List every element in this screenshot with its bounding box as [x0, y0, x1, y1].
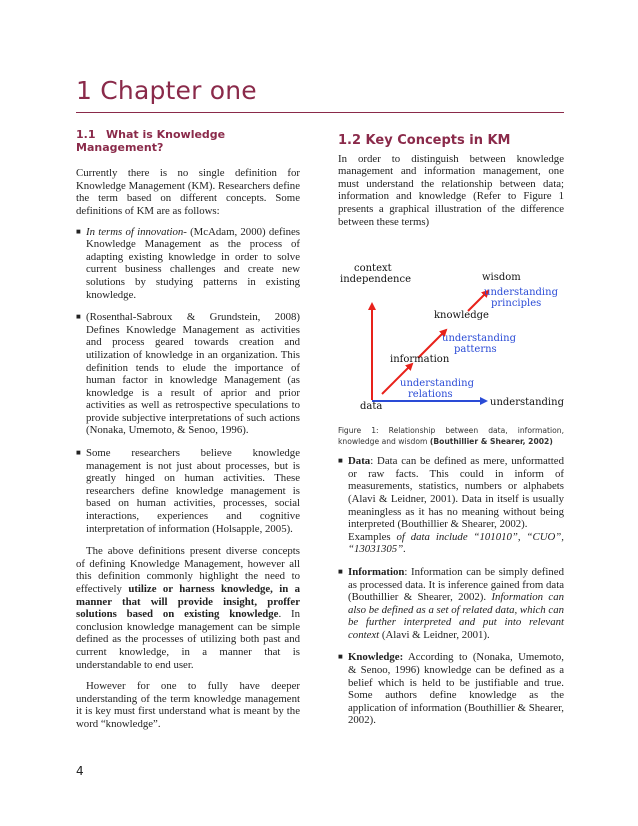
knowledge-label: knowledge — [434, 310, 489, 322]
independence-label: independence — [340, 274, 411, 286]
key-concepts-intro: In order to distinguish between knowledge management and information management, one must understand the relationship between data; information and knowledge (Refer to Figure 1 presents a graphical illustration of the difference between these terms) — [338, 152, 564, 228]
concept-item-knowledge — [338, 651, 564, 727]
concept-example-label: Examples — [348, 530, 397, 543]
data-label: data — [360, 401, 383, 411]
definition-text: Some researchers believe knowledge management is not just about processes, but is greatly hinged on human activities. These researchers define knowledge management is based on human activities, processes, social interactions, experiences and cognitive interpretation of information (Holsapple, 2005). — [86, 447, 300, 535]
bullet-square-icon: ■ — [76, 312, 81, 322]
left-column — [76, 126, 300, 731]
understanding-relations-label-2: relations — [408, 389, 453, 401]
context-label: context — [354, 263, 392, 275]
bullet-square-icon: ■ — [338, 456, 343, 466]
knowledge-paragraph: However for one to fully have deeper understanding of the term knowledge management it is key must first understand what is meant by the word “knowledge”. — [76, 680, 300, 730]
caption-text: Figure 1: Relationship between data, information, knowledge and wisdom — [338, 426, 564, 446]
summary-paragraph — [76, 545, 300, 671]
section-number: 1.1 — [76, 128, 96, 141]
bullet-square-icon: ■ — [76, 226, 81, 236]
concept-term: Knowledge: — [348, 651, 404, 664]
caption-citation: (Bouthillier & Shearer, 2002) — [429, 436, 553, 446]
wisdom-label: wisdom — [482, 272, 521, 284]
definition-item — [76, 311, 300, 437]
section-heading-1-2: 1.2 Key Concepts in KM — [338, 133, 511, 148]
right-column — [338, 126, 564, 737]
concept-text: : Information can be simply defined as processed data. It is inference gained from data (Bouthillier & Shearer, 2002). — [348, 565, 564, 604]
page-number: 4 — [76, 764, 84, 778]
understanding-axis-label: understanding — [490, 397, 564, 409]
definition-text: (Rosenthal-Sabroux & Grundstein, 2008) Defines Knowledge Management as activities and process geared towards creation and utilization of knowledge in an organization. This definition tends to elude the importance of human factor in knowledge Management (as knowledge is a result of aprior and prior activities as well as retrospective speculations to provide subjective interpretations of such actions (Nonaka, Umemoto, & Senoo, 1996). — [86, 311, 300, 437]
title-rule — [76, 112, 564, 113]
bullet-square-icon: ■ — [338, 652, 343, 662]
concept-item-data — [338, 455, 564, 556]
summary-text-start: The above definitions present diverse concepts of defining Knowledge Management, however all this definition commonly highlight the need to effectively — [76, 545, 300, 595]
understanding-relations-label-1: understanding — [400, 378, 474, 390]
concept-italic-text: Information can also be defined as a set of related data, which can be further interpreted and put into relevant context — [348, 591, 564, 641]
section-title: What is Knowledge Management? — [76, 128, 226, 154]
information-label: information — [390, 354, 450, 366]
concept-term: Information — [348, 565, 405, 578]
definition-item — [76, 226, 300, 302]
intro-paragraph: Currently there is no single definition for Knowledge Management (KM). Researchers define the term based on different concepts. Some definitions of KM are as follows: — [76, 167, 300, 217]
concept-list — [338, 455, 564, 727]
concept-term: Data — [348, 455, 371, 468]
understanding-patterns-label-1: understanding — [442, 333, 516, 345]
section-heading-1-1 — [76, 129, 300, 154]
concept-text: According to (Nonaka, Umemoto, & Senoo, 1996) knowledge can be defined as a belief which is held to be justifiable and true. Some authors define knowledge as the application of information (Bouthillier & Shearer, 2002). — [348, 651, 564, 727]
concept-item-information — [338, 566, 564, 642]
paragraph-gap — [76, 671, 300, 680]
summary-text-end: . In conclusion knowledge management can be simple defined as the processes of utilizing both past and current knowledge, in a manner that is understandable to end user. — [76, 608, 300, 671]
definition-italic: In terms of innovation — [86, 225, 184, 238]
concept-example-text: of data include “101010”, “CUO”, “13031305”. — [348, 530, 564, 556]
definition-text: - (McAdam, 2000) defines Knowledge Management as the process of adapting existing knowledge in order to solve current business challenges and create new solutions by studying patterns in existing knowledge. — [86, 225, 300, 301]
definition-item — [76, 447, 300, 535]
bullet-square-icon: ■ — [338, 566, 343, 576]
summary-text-bold: utilize or harness knowledge, in a manner that will provide insight, proffer solutions based on existing knowledge — [76, 583, 300, 621]
dikw-diagram — [338, 260, 564, 410]
dikw-figure — [338, 260, 564, 410]
bullet-square-icon: ■ — [76, 448, 81, 458]
chapter-title: 1 Chapter one — [76, 76, 257, 105]
concept-citation: (Alavi & Leidner, 2001). — [379, 628, 490, 641]
understanding-patterns-label-2: patterns — [454, 344, 497, 356]
concept-text: : Data can be defined as mere, unformatted or raw facts. This could in inform of measurements, statistics, numbers or alphabets (Alavi & Leidner, 2001). Data in itself is usually meaningless as it has no meaning without being interpreted (Bouthillier & Shearer, 2002). — [348, 455, 564, 531]
understanding-principles-label-1: understanding — [484, 287, 558, 299]
figure-caption — [338, 426, 564, 447]
definition-list — [76, 226, 300, 536]
understanding-principles-label-2: principles — [491, 298, 542, 310]
